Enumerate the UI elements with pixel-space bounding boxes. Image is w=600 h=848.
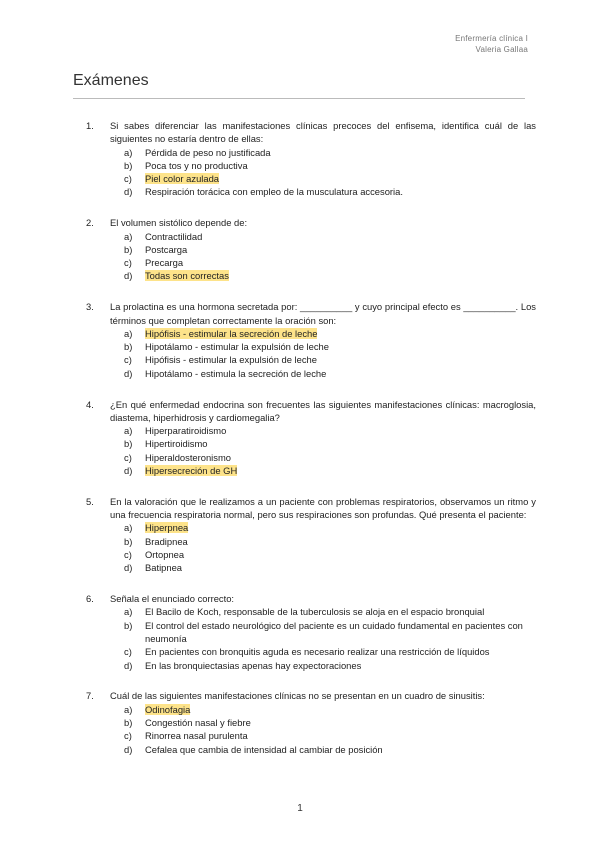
question-text: Cuál de las siguientes manifestaciones clínicas no se presentan en un cuadro de sinusitis: (110, 690, 485, 702)
option-letter: a) (124, 230, 133, 242)
option-letter: a) (124, 522, 133, 534)
highlighted-answer: Hipersecreción de GH (145, 465, 238, 477)
option-text: Pérdida de peso no justificada (145, 146, 271, 158)
option-text: Postcarga (145, 243, 188, 255)
question-number: 5. (86, 495, 94, 507)
question-list (86, 119, 536, 773)
answer-option (124, 659, 536, 672)
option-letter: a) (124, 606, 133, 618)
answer-option (124, 230, 536, 243)
option-letter: c) (124, 730, 132, 742)
answer-options (124, 521, 536, 574)
answer-options (124, 424, 536, 477)
answer-option (124, 367, 536, 380)
option-letter: d) (124, 367, 133, 379)
answer-option (124, 256, 536, 269)
option-text: Hipófisis - estimular la expulsión de leche (145, 354, 317, 366)
answer-option (124, 159, 536, 172)
option-text: Hipotálamo - estimular la expulsión de leche (145, 341, 329, 353)
option-text: Poca tos y no productiva (145, 159, 248, 171)
option-letter: b) (124, 341, 133, 353)
option-text: Contractilidad (145, 230, 203, 242)
author-name: Valeria Gallaa (475, 45, 528, 54)
question-number: 2. (86, 217, 94, 229)
answer-option (124, 172, 536, 185)
answer-option (124, 437, 536, 450)
question-item (86, 216, 536, 282)
option-text: Hiperparatiroidismo (145, 425, 227, 437)
option-text: El Bacilo de Koch, responsable de la tuberculosis se aloja en el espacio bronquial (145, 606, 485, 618)
option-text: Rinorrea nasal purulenta (145, 730, 248, 742)
option-letter: d) (124, 562, 133, 574)
option-text: Hipotálamo - estimula la secreción de leche (145, 367, 327, 379)
question-number: 1. (86, 120, 94, 131)
highlighted-answer: Hiperpnea (145, 522, 189, 534)
answer-option (124, 561, 536, 574)
option-text: Respiración torácica con empleo de la musculatura accesoria. (145, 186, 403, 198)
option-letter: a) (124, 703, 133, 715)
option-text: Congestión nasal y fiebre (145, 716, 251, 728)
answer-option (124, 353, 536, 366)
answer-options (124, 703, 536, 756)
question-item (86, 495, 536, 575)
option-text: En las bronquiectasias apenas hay expectoraciones (145, 659, 362, 671)
answer-option (124, 521, 536, 534)
answer-options (124, 327, 536, 380)
option-text: En pacientes con bronquitis aguda es necesario realizar una restricción de líquidos (145, 646, 490, 658)
document-header (455, 33, 528, 55)
highlighted-answer: Hipófisis - estimular la secreción de leche (145, 327, 318, 339)
title-divider (73, 98, 525, 99)
answer-option (124, 645, 536, 658)
option-text: Hipertiroidismo (145, 438, 208, 450)
question-number: 6. (86, 593, 94, 605)
option-letter: c) (124, 451, 132, 463)
question-number: 7. (86, 690, 94, 702)
question-text: Si sabes diferenciar las manifestaciones clínicas precoces del enfisema, identifica cuál de las siguientes no estaría dentro de ellas: (110, 120, 536, 145)
option-letter: c) (124, 257, 132, 269)
option-text: El control del estado neurológico del paciente es un cuidado fundamental en pacientes con neumonía (145, 619, 523, 644)
question-text: El volumen sistólico depende de: (110, 217, 248, 229)
option-letter: c) (124, 173, 132, 185)
answer-options (124, 146, 536, 199)
option-letter: b) (124, 535, 133, 547)
answer-option (124, 535, 536, 548)
option-text: Cefalea que cambia de intensidad al cambiar de posición (145, 743, 383, 755)
option-letter: b) (124, 619, 133, 631)
page-title: Exámenes (73, 72, 149, 89)
question-number: 4. (86, 398, 94, 410)
option-letter: b) (124, 159, 133, 171)
option-text: Batipnea (145, 562, 183, 574)
option-letter: b) (124, 438, 133, 450)
question-text: En la valoración que le realizamos a un paciente con problemas respiratorios, observamos un ritmo y una frecuencia respiratoria normal, pero sus respiraciones son profundas. Qué presenta el paciente: (110, 495, 536, 521)
option-letter: d) (124, 659, 133, 671)
answer-option (124, 340, 536, 353)
option-letter: d) (124, 186, 133, 198)
question-number: 3. (86, 301, 94, 313)
answer-options (124, 605, 536, 671)
answer-option (124, 269, 536, 282)
option-text: Precarga (145, 257, 184, 269)
answer-option (124, 424, 536, 437)
answer-option (124, 327, 536, 340)
question-item (86, 119, 536, 199)
answer-option (124, 605, 536, 618)
answer-options (124, 230, 536, 283)
answer-option (124, 185, 536, 198)
highlighted-answer: Todas son correctas (145, 270, 229, 282)
question-text: ¿En qué enfermedad endocrina son frecuentes las siguientes manifestaciones clínicas: macroglosia, diastema, hiperhidrosis y cardiomegalia? (110, 398, 536, 423)
page-number: 1 (297, 803, 303, 814)
answer-option (124, 548, 536, 561)
question-item (86, 398, 536, 478)
answer-option (124, 729, 536, 742)
option-letter: c) (124, 354, 132, 366)
answer-option (124, 743, 536, 756)
option-text: Hiperaldosteronismo (145, 451, 231, 463)
option-text: Ortopnea (145, 549, 185, 561)
answer-option (124, 243, 536, 256)
question-text: La prolactina es una hormona secretada por: __________ y cuyo principal efecto es __________. Los términos que completan correctamente la oración son: (110, 301, 536, 326)
answer-option (124, 464, 536, 477)
option-text: Bradipnea (145, 535, 188, 547)
answer-option (124, 451, 536, 464)
option-letter: a) (124, 146, 133, 158)
answer-option (124, 703, 536, 716)
question-text: Señala el enunciado correcto: (110, 593, 235, 605)
option-letter: a) (124, 425, 133, 437)
option-letter: c) (124, 646, 132, 658)
option-letter: d) (124, 743, 133, 755)
option-letter: d) (124, 465, 133, 477)
question-item (86, 300, 536, 380)
highlighted-answer: Piel color azulada (145, 173, 220, 185)
option-letter: d) (124, 270, 133, 282)
course-name: Enfermería clínica I (455, 34, 528, 43)
answer-option (124, 619, 536, 646)
highlighted-answer: Odinofagia (145, 703, 191, 715)
option-letter: c) (124, 549, 132, 561)
option-letter: a) (124, 327, 133, 339)
answer-option (124, 716, 536, 729)
option-letter: b) (124, 243, 133, 255)
answer-option (124, 146, 536, 159)
option-letter: b) (124, 716, 133, 728)
question-item (86, 592, 536, 672)
question-item (86, 689, 536, 755)
